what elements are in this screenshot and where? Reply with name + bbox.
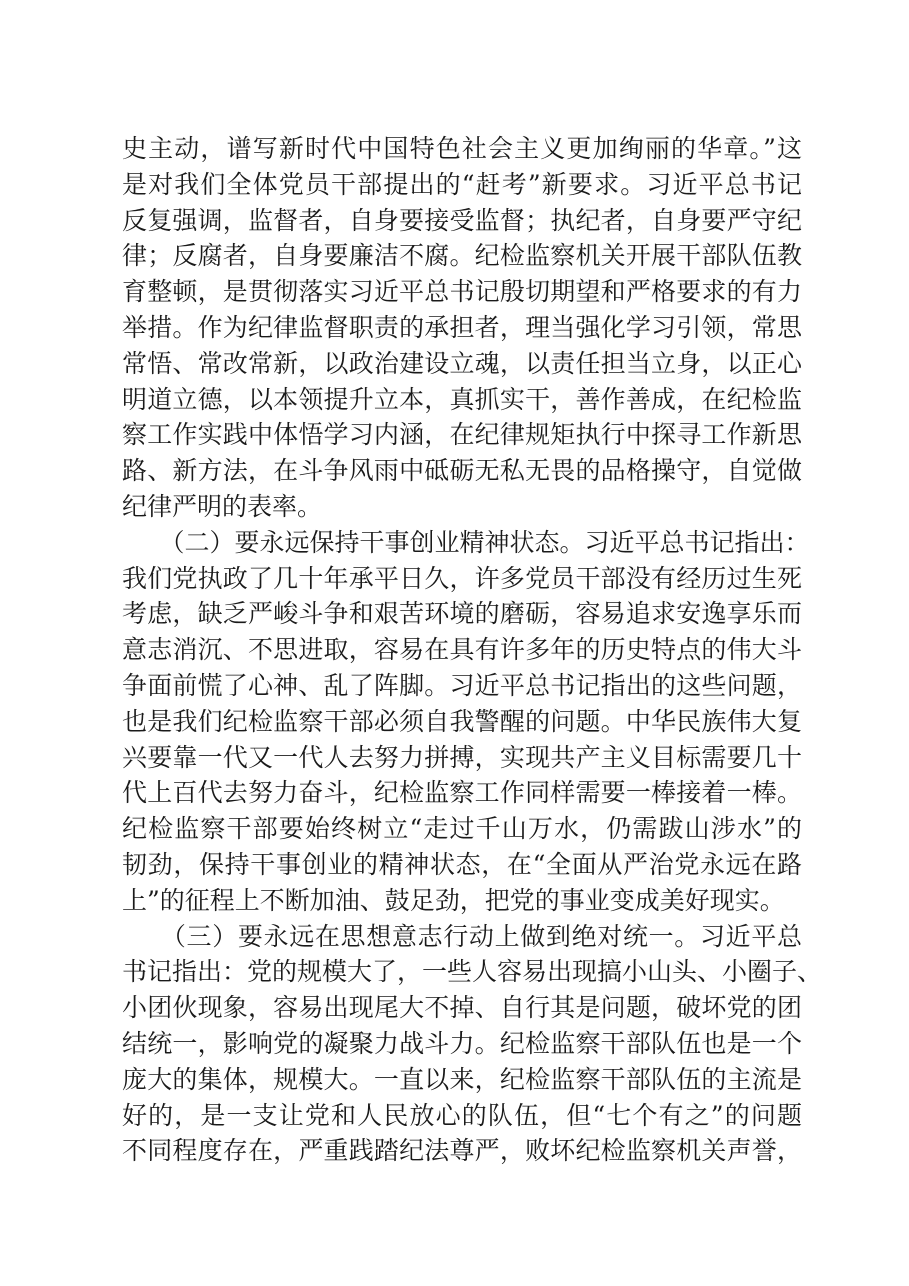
section-heading-line: （三）要永远在思想意志行动上做到绝对统一。习近平总 [122, 921, 802, 951]
text-line: 常悟、常改常新，以政治建设立魂，以责任担当立身，以正心 [122, 348, 802, 378]
text-line: 察工作实践中体悟学习内涵，在纪律规矩执行中探寻工作新思 [122, 420, 802, 450]
text-line: 韧劲，保持干事创业的精神状态，在“全面从严治党永远在路 [122, 849, 802, 879]
text-line: 不同程度存在，严重践踏纪法尊严，败坏纪检监察机关声誉， [122, 1136, 802, 1166]
text-line: 上”的征程上不断加油、鼓足劲，把党的事业变成美好现实。 [122, 885, 785, 915]
text-line: 纪检监察干部要始终树立“走过千山万水，仍需跋山涉水”的 [122, 814, 802, 844]
text-line: 明道立德，以本领提升立本，真抓实干，善作善成，在纪检监 [122, 384, 802, 414]
body-text [122, 131, 823, 1169]
text-line: 也是我们纪检监察干部必须自我警醒的问题。中华民族伟大复 [122, 706, 802, 736]
text-line: 史主动，谱写新时代中国特色社会主义更加绚丽的华章。”这 [122, 134, 802, 163]
text-line: 意志消沉、不思进取，容易在具有许多年的历史特点的伟大斗 [122, 635, 802, 665]
text-line: 路、新方法，在斗争风雨中砥砺无私无畏的品格操守，自觉做 [122, 456, 802, 486]
section-heading-line: （二）要永远保持干事创业精神状态。习近平总书记指出： [122, 527, 810, 557]
text-line: 争面前慌了心神、乱了阵脚。习近平总书记指出的这些问题， [122, 670, 802, 700]
text-line: 兴要靠一代又一代人去努力拼搏，实现共产主义目标需要几十 [122, 742, 802, 772]
text-line: 纪律严明的表率。 [122, 491, 323, 521]
text-line: 好的，是一支让党和人民放心的队伍，但“七个有之”的问题 [122, 1100, 802, 1130]
text-line: 代上百代去努力奋斗，纪检监察工作同样需要一棒接着一棒。 [122, 778, 802, 808]
text-line: 我们党执政了几十年承平日久，许多党员干部没有经历过生死 [122, 563, 802, 593]
text-line: 律；反腐者，自身要廉洁不腐。纪检监察机关开展干部队伍教 [122, 241, 802, 271]
text-line: 小团伙现象，容易出现尾大不掉、自行其是问题，破坏党的团 [122, 993, 802, 1023]
text-line: 举措。作为纪律监督职责的承担者，理当强化学习引领，常思 [122, 312, 802, 342]
text-line: 书记指出：党的规模大了，一些人容易出现搞小山头、小圈子、 [122, 957, 823, 987]
text-line: 反复强调，监督者，自身要接受监督；执纪者，自身要严守纪 [122, 205, 802, 235]
text-line: 结统一，影响党的凝聚力战斗力。纪检监察干部队伍也是一个 [122, 1028, 802, 1058]
text-line: 是对我们全体党员干部提出的“赶考”新要求。习近平总书记 [122, 169, 802, 199]
text-line: 考虑，缺乏严峻斗争和艰苦环境的磨砺，容易追求安逸享乐而 [122, 599, 802, 629]
text-line: 育整顿，是贯彻落实习近平总书记殷切期望和严格要求的有力 [122, 277, 802, 307]
text-line: 庞大的集体，规模大。一直以来，纪检监察干部队伍的主流是 [122, 1064, 802, 1094]
